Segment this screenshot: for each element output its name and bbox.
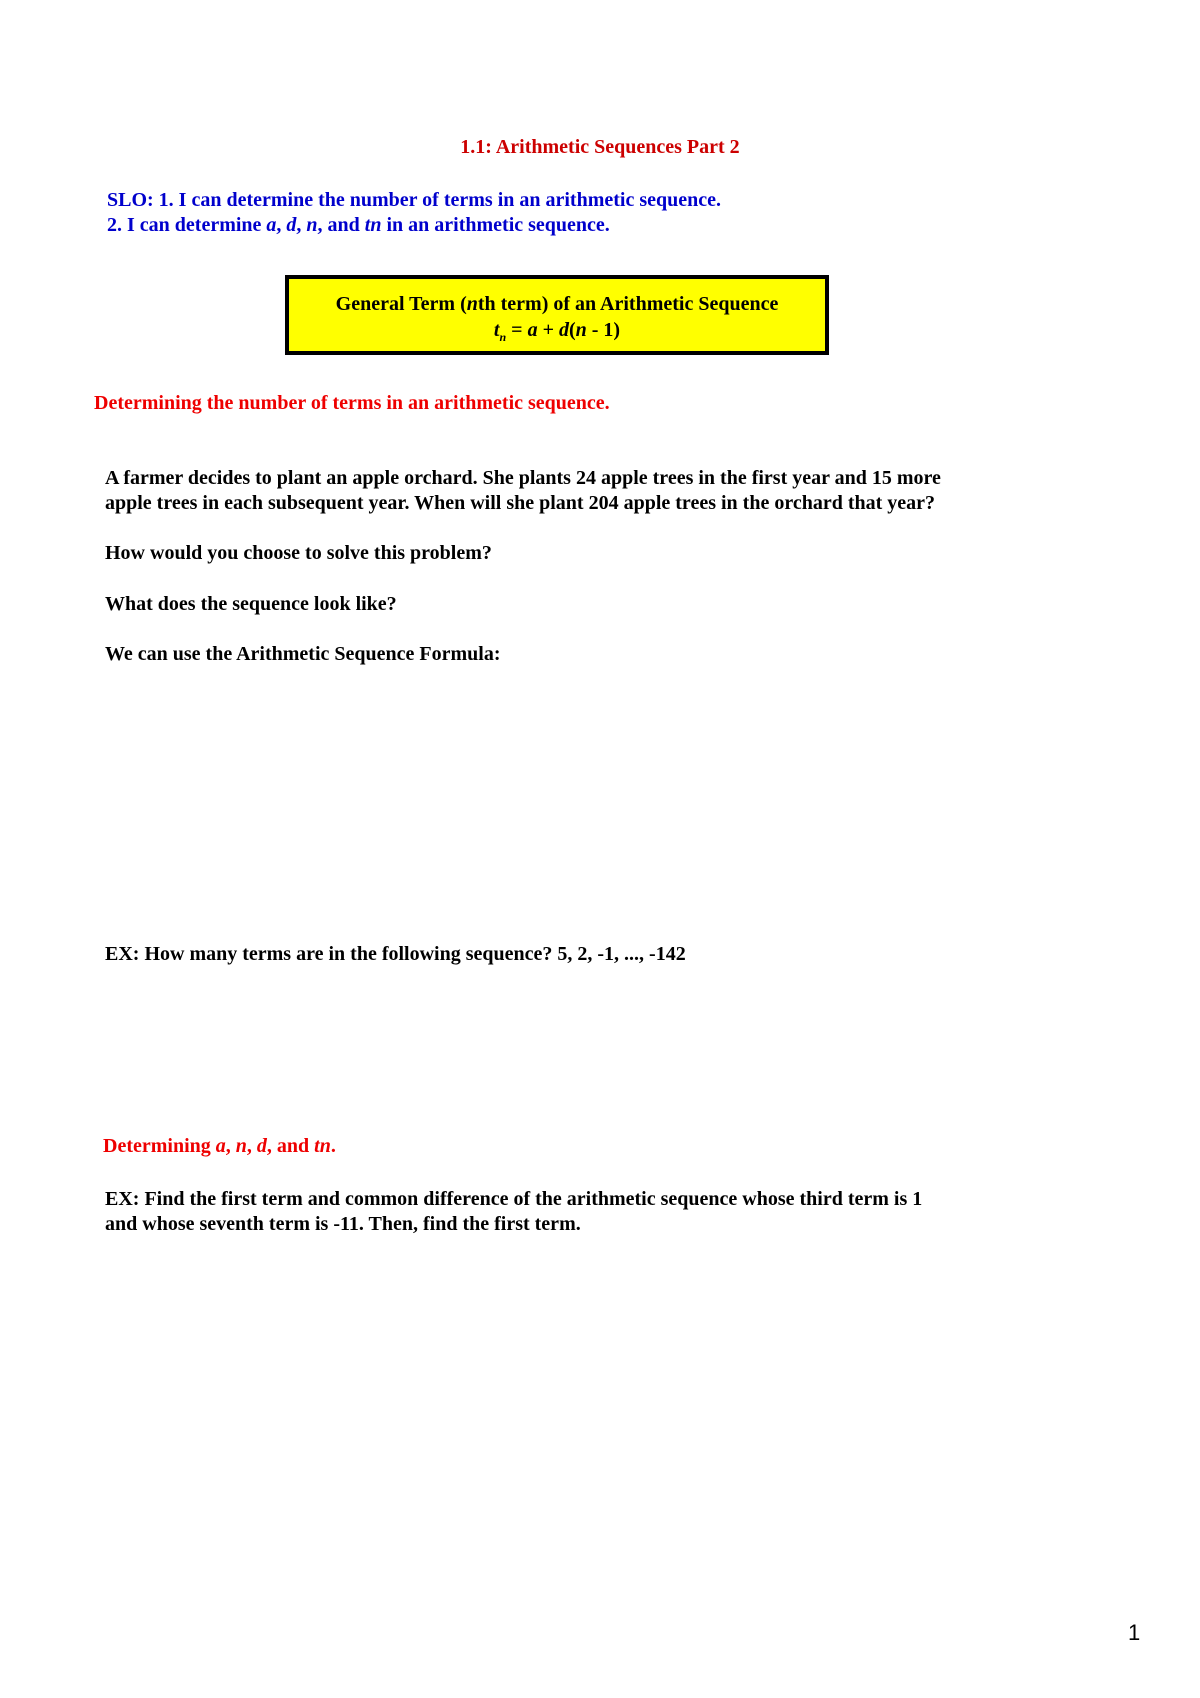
var-a: a bbox=[266, 214, 277, 236]
general-term-formula-box bbox=[285, 275, 829, 355]
example-2-line-1: EX: Find the first term and common difference of the arithmetic sequence whose third term is 1 bbox=[105, 1188, 923, 1210]
section-heading-number-of-terms: Determining the number of terms in an arithmetic sequence. bbox=[94, 392, 610, 414]
section2-period: . bbox=[330, 1135, 336, 1157]
var-d: d bbox=[286, 214, 297, 236]
section2-var-a: a bbox=[215, 1135, 226, 1157]
formula-equals: = bbox=[506, 319, 528, 341]
formula-heading bbox=[289, 291, 825, 317]
formula-open-paren: ( bbox=[568, 319, 576, 341]
example-1: EX: How many terms are in the following sequence? 5, 2, -1, ..., -142 bbox=[105, 943, 686, 965]
section2-var-n: n bbox=[235, 1135, 247, 1157]
formula-t-sub: n bbox=[499, 330, 507, 344]
example-2-line-2: and whose seventh term is -11. Then, find the first term. bbox=[105, 1213, 581, 1235]
formula-heading-var: n bbox=[466, 293, 478, 315]
page-number: 1 bbox=[1128, 1620, 1141, 1645]
formula-close: - 1) bbox=[586, 319, 621, 341]
section2-var-d: d bbox=[256, 1135, 267, 1157]
slo-conj: and bbox=[327, 214, 360, 236]
formula-d: d bbox=[558, 319, 569, 341]
var-tn: tn bbox=[364, 214, 382, 236]
section2-prefix: Determining bbox=[103, 1135, 216, 1157]
formula-heading-prefix: General Term ( bbox=[335, 293, 467, 315]
question-solve: How would you choose to solve this problem? bbox=[105, 542, 492, 564]
question-formula: We can use the Arithmetic Sequence Formula: bbox=[105, 643, 501, 665]
problem-line-2: apple trees in each subsequent year. When will she plant 204 apple trees in the orchard that year? bbox=[105, 492, 936, 514]
problem-line-1: A farmer decides to plant an apple orchard. She plants 24 apple trees in the first year and 15 more bbox=[105, 467, 941, 489]
slo-line-2: 2. I can determine a, d, n, and tn in an arithmetic sequence. bbox=[107, 214, 610, 236]
section2-var-tn: tn bbox=[314, 1135, 331, 1157]
formula-t: t bbox=[493, 319, 500, 341]
formula-heading-suffix: th term) of an Arithmetic Sequence bbox=[477, 293, 779, 315]
section2-and: and bbox=[276, 1135, 310, 1157]
page-title: 1.1: Arithmetic Sequences Part 2 bbox=[460, 136, 740, 158]
slo-line-2-prefix: 2. I can determine bbox=[107, 214, 267, 236]
question-sequence: What does the sequence look like? bbox=[105, 593, 397, 615]
var-n: n bbox=[306, 214, 318, 236]
formula-equation bbox=[289, 317, 825, 343]
formula-plus: + bbox=[537, 319, 559, 341]
formula-a: a bbox=[527, 319, 538, 341]
slo-line-2-suffix: in an arithmetic sequence. bbox=[381, 214, 610, 236]
formula-n: n bbox=[575, 319, 587, 341]
section-heading-determining-a-n-d: Determining a, n, d, and tn. bbox=[103, 1135, 336, 1157]
slo-line-1: SLO: 1. I can determine the number of terms in an arithmetic sequence. bbox=[107, 189, 722, 211]
